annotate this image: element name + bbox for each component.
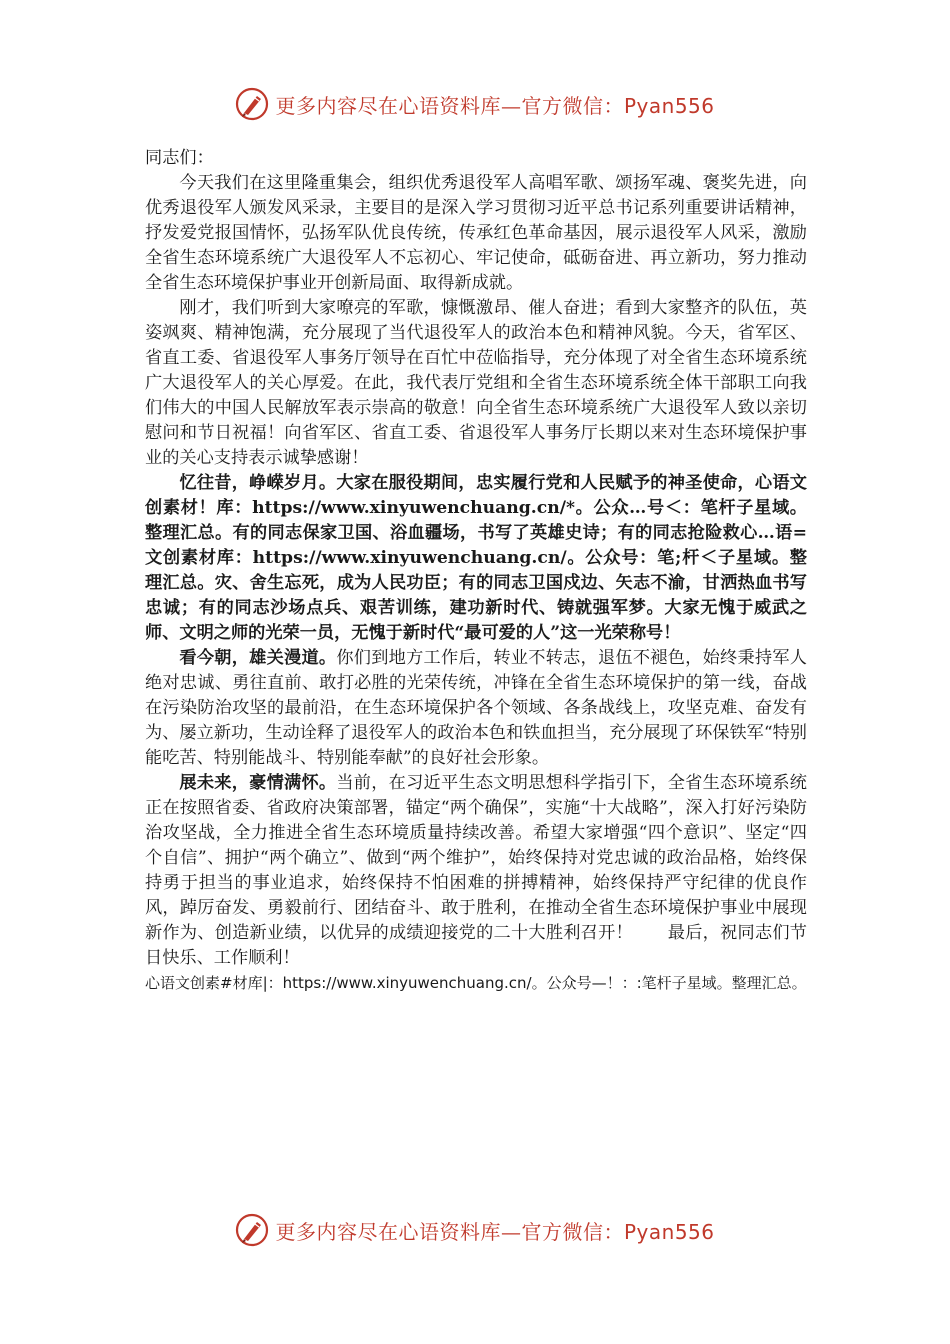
paragraph-3: 忆往昔，峥嵘岁月。大家在服役期间，忠实履行党和人民赋予的神圣使命，心语文创素材！库：https://www.xinyuwenchuang.cn/*。公众…号＜：笔杆子星域。整理汇总。有的同志保家卫国、浴血疆场，书写了英雄史诗；有的同志抢险救心…语=文创素材库：https://www.xinyuwenchuang.cn/。公众号：笔;杆＜子星域。整理汇总。灾、舍生忘死，成为人民功臣；有的同志卫国戍边、矢志不渝，甘洒热血书写忠诚；有的同志沙场点兵、艰苦训练，建功新时代、铸就强军梦。大家无愧于威武之师、文明之师的光荣一员，无愧于新时代“最可爱的人”这一光荣称号！ <box>145 473 807 643</box>
pen-logo-icon <box>235 87 269 121</box>
paragraph-5-heading: 展未来，豪情满怀。 <box>179 773 337 793</box>
paragraph-4 <box>145 646 807 771</box>
paragraph-2: 刚才，我们听到大家嘹亮的军歌，慷慨激昂、催人奋进；看到大家整齐的队伍，英姿飒爽、精神饱满，充分展现了当代退役军人的政治本色和精神风貌。今天，省军区、省直工委、省退役军人事务厅领导在百忙中莅临指导，充分体现了对全省生态环境系统广大退役军人的关心厚爱。在此，我代表厅党组和全省生态环境系统全体干部职工向我们伟大的中国人民解放军表示崇高的敬意！向全省生态环境系统广大退役军人致以亲切慰问和节日祝福！向省军区、省直工委、省退役军人事务厅长期以来对生态环境保护事业的关心支持表示诚挚感谢！ <box>145 298 807 468</box>
banner-handle: Pyan556 <box>623 93 715 118</box>
paragraph-4-text: 你们到地方工作后，转业不转志，退伍不褪色，始终秉持军人绝对忠诚、勇往直前、敢打必胜的光荣传统，冲锋在全省生态环境保护的第一线，奋战在污染防治攻坚的最前沿，在生态环境保护各个领域、各条战线上，攻坚克难、奋发有为、屡立新功，生动诠释了退役军人的政治本色和铁血担当，充分展现了环保铁军“特别能吃苦、特别能战斗、特别能奉献”的良好社会形象。 <box>145 648 807 768</box>
document-body <box>145 146 807 996</box>
footer-banner <box>0 1210 950 1250</box>
paragraph-5 <box>145 771 807 971</box>
paragraph-5-text: 当前，在习近平生态文明思想科学指引下，全省生态环境系统正在按照省委、省政府决策部署，锚定“两个确保”，实施“十大战略”，深入打好污染防治攻坚战，全力推进全省生态环境质量持续改善。希望大家增强“四个意识”、坚定“四个自信”、拥护“两个确立”、做到“两个维护”，始终保持对党忠诚的政治品格，始终保持勇于担当的事业追求，始终保持不怕困难的拼搏精神，始终保持严守纪律的优良作风，踔厉奋发、勇毅前行、团结奋斗、敢于胜利，在推动全省生态环境保护事业中展现新作为、创造新业绩，以优异的成绩迎接党的二十大胜利召开！ 最后，祝同志们节日快乐、工作顺利！ <box>145 773 807 968</box>
banner-text: 更多内容尽在心语资料库—官方微信：Pyan556 <box>275 1219 715 1244</box>
footer-note: 心语文创素#材库|：https://www.xinyuwenchuang.cn/。公众号—！：:笔杆子星域。整理汇总。 <box>145 974 807 992</box>
header-banner <box>0 84 950 124</box>
banner-handle: Pyan556 <box>623 1219 715 1244</box>
banner-text: 更多内容尽在心语资料库—官方微信：Pyan556 <box>275 93 715 118</box>
paragraph-1: 今天我们在这里隆重集会，组织优秀退役军人高唱军歌、颂扬军魂、褒奖先进，向优秀退役军人颁发风采录，主要目的是深入学习贯彻习近平总书记系列重要讲话精神，抒发爱党报国情怀，弘扬军队优良传统，传承红色革命基因，展示退役军人风采，激励全省生态环境系统广大退役军人不忘初心、牢记使命，砥砺奋进、再立新功，努力推动全省生态环境保护事业开创新局面、取得新成就。 <box>145 173 807 293</box>
salutation: 同志们： <box>145 148 214 168</box>
paragraph-4-heading: 看今朝，雄关漫道。 <box>179 648 337 668</box>
pen-logo-icon <box>235 1213 269 1247</box>
